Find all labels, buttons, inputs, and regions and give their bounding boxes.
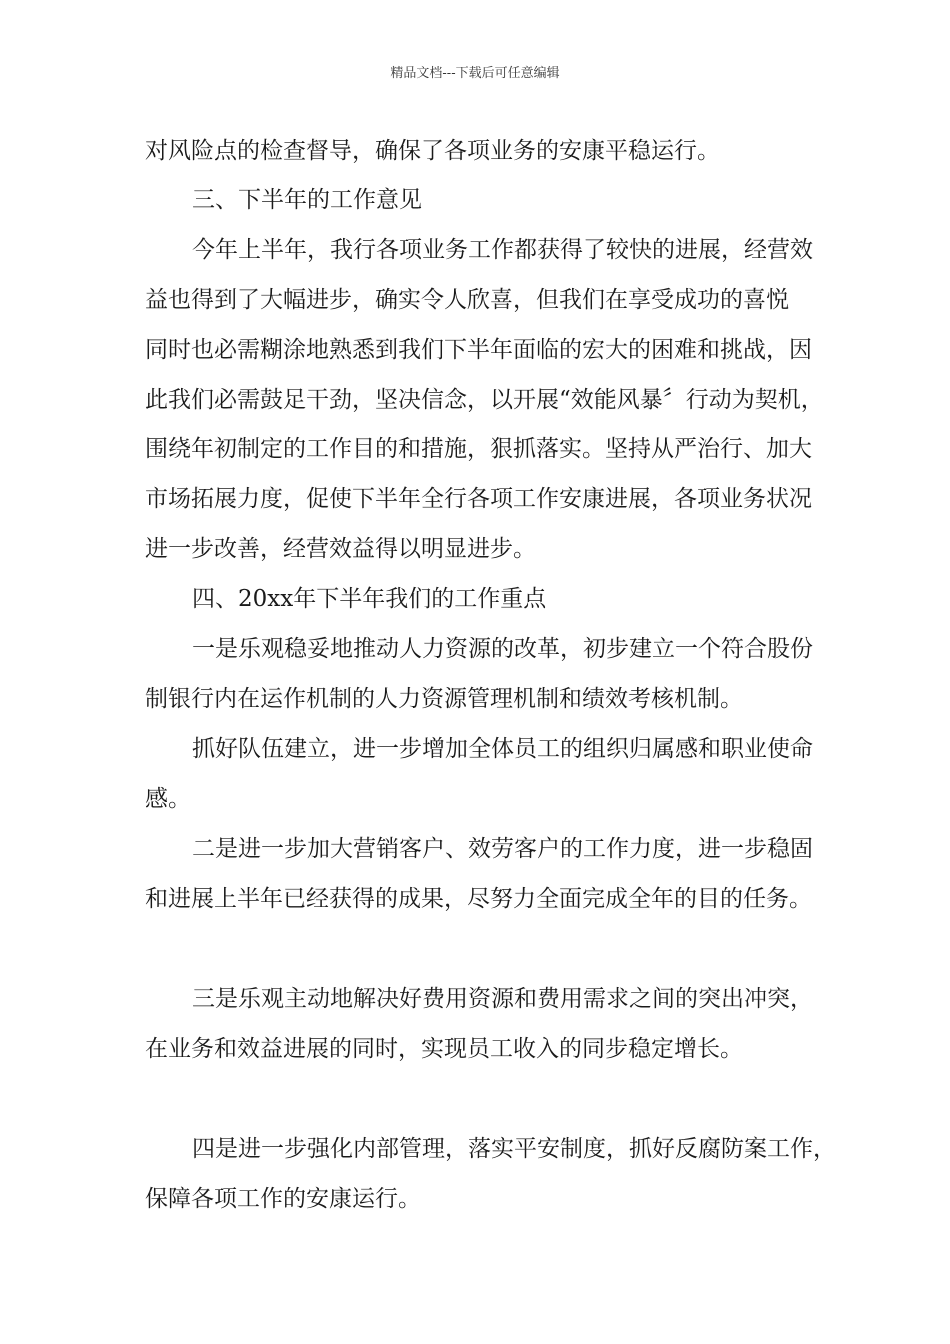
text-line: 进一步改善，经营效益得以明显进步。 (145, 536, 536, 562)
text-line: 益也得到了大幅进步，确实令人欣喜，但我们在享受成功的喜悦 (145, 287, 789, 313)
section-heading: 四、20xx年下半年我们的工作重点 (192, 586, 547, 612)
text-line: 围绕年初制定的工作目的和措施，狠抓落实。坚持从严治行、加大 (145, 436, 812, 462)
section-heading: 三、下半年的工作意见 (192, 187, 422, 213)
text-line: 今年上半年，我行各项业务工作都获得了较快的进展，经营效 (192, 237, 813, 263)
text-line: 对风险点的检查督导，确保了各项业务的安康平稳运行。 (145, 138, 720, 164)
text-line: 在业务和效益进展的同时，实现员工收入的同步稳定增长。 (145, 1036, 743, 1062)
text-line: 和进展上半年已经获得的成果，尽努力全面完成全年的目的任务。 (145, 886, 812, 912)
page-header: 精品文档---下载后可任意编辑 (390, 66, 560, 81)
text-line: 保障各项工作的安康运行。 (145, 1186, 421, 1212)
text-line: 一是乐观稳妥地推动人力资源的改革，初步建立一个符合股份 (192, 636, 813, 662)
text-line: 四是进一步强化内部管理，落实平安制度，抓好反腐防案工作， (192, 1136, 836, 1162)
text-line: 此我们必需鼓足干劲，坚决信念，以开展“效能风暴〞行动为契机， (145, 387, 824, 413)
text-line: 市场拓展力度，促使下半年全行各项工作安康进展，各项业务状况 (145, 486, 812, 512)
text-line: 三是乐观主动地解决好费用资源和费用需求之间的突出冲突， (192, 986, 813, 1012)
text-line: 二是进一步加大营销客户、效劳客户的工作力度，进一步稳固 (192, 836, 813, 862)
text-line: 制银行内在运作机制的人力资源管理机制和绩效考核机制。 (145, 686, 743, 712)
text-line: 同时也必需糊涂地熟悉到我们下半年面临的宏大的困难和挑战，因 (145, 337, 812, 363)
text-line: 感。 (145, 786, 191, 812)
text-line: 抓好队伍建立，进一步增加全体员工的组织归属感和职业使命 (192, 736, 813, 762)
